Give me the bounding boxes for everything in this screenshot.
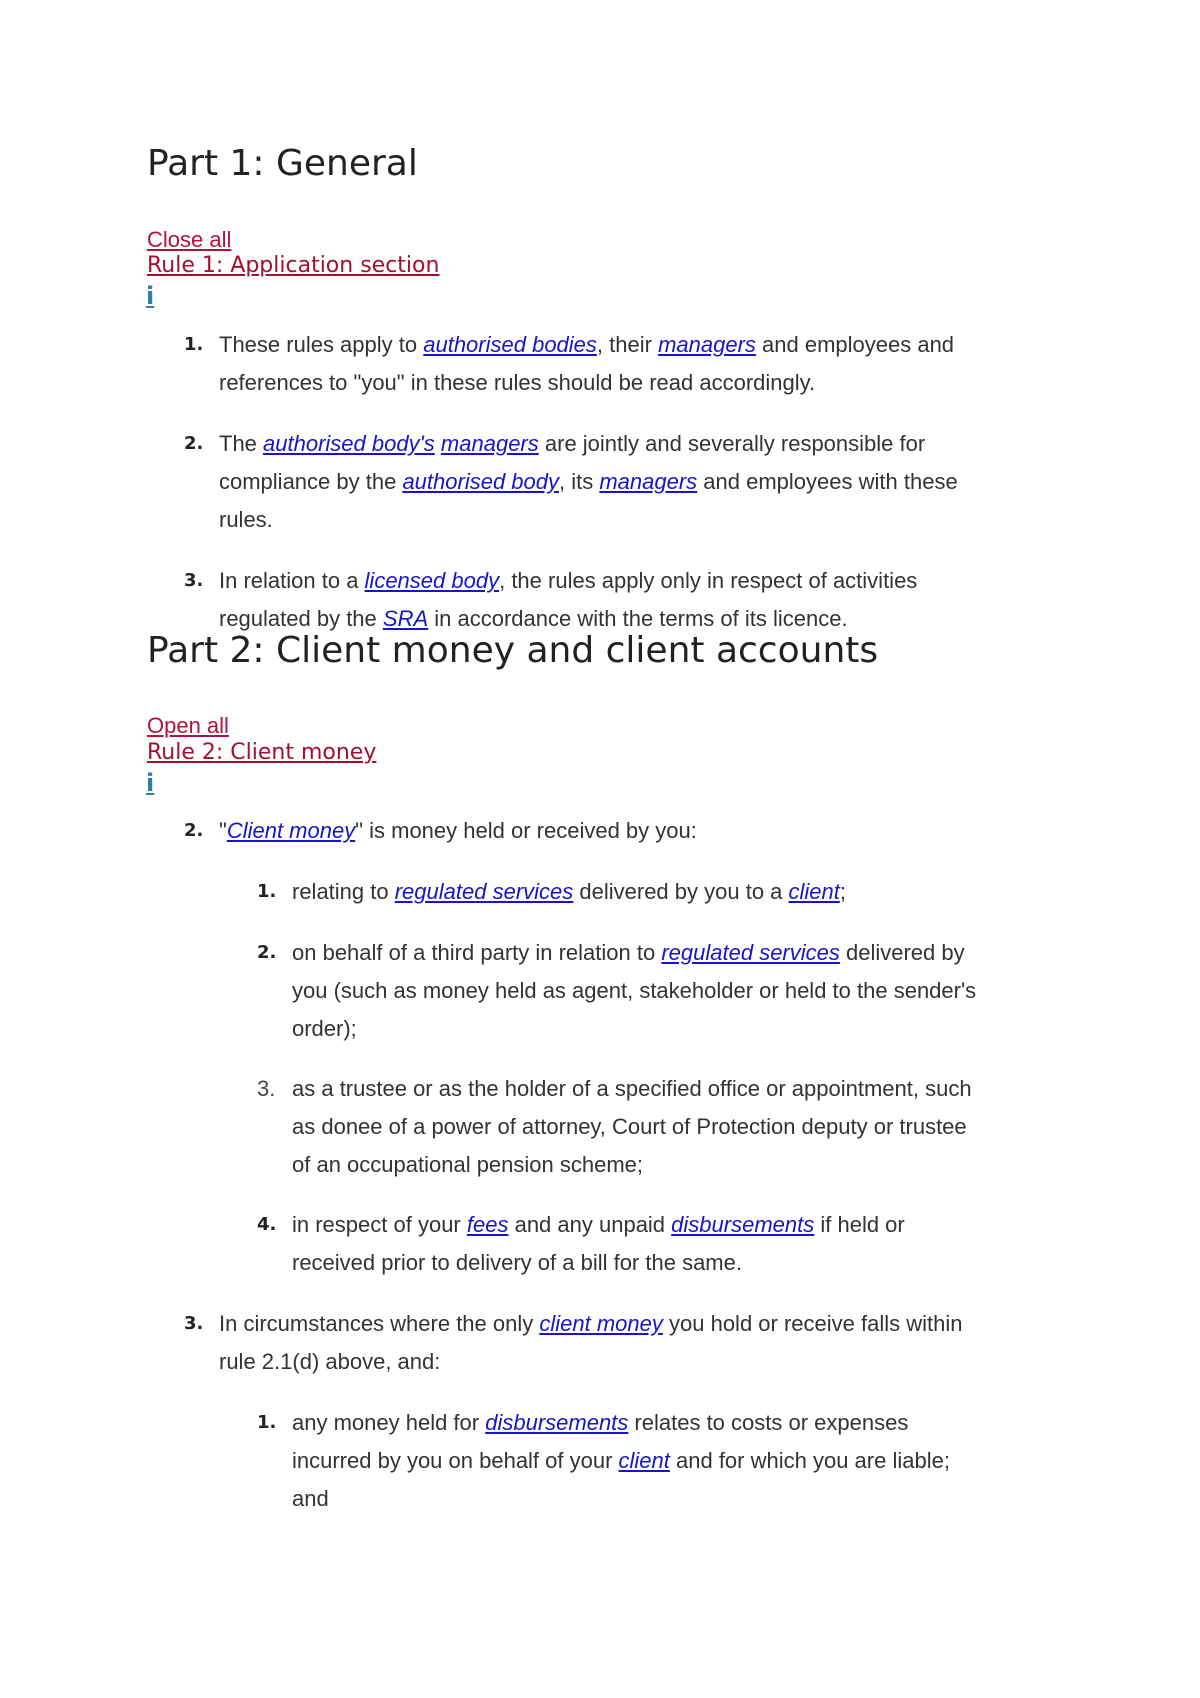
list-item-number: 4. bbox=[257, 1214, 277, 1235]
text-segment: in accordance with the terms of its licence. bbox=[428, 606, 848, 631]
text-segment: , its bbox=[559, 469, 600, 494]
text-segment: and bbox=[292, 1486, 329, 1511]
text-segment: as donee of a power of attorney, Court of Protection deputy or trustee bbox=[292, 1114, 967, 1139]
rule-2-heading[interactable]: Rule 2: Client money bbox=[147, 740, 377, 765]
text-segment: , the rules apply only in respect of activities bbox=[499, 568, 918, 593]
text-segment: in respect of your bbox=[292, 1212, 467, 1237]
text-line bbox=[219, 364, 954, 402]
list-item bbox=[257, 1070, 972, 1184]
list-item-number: 2. bbox=[184, 820, 204, 841]
text-segment: , their bbox=[596, 332, 659, 357]
text-segment: as a trustee or as the holder of a specified office or appointment, such bbox=[292, 1076, 972, 1101]
list-item bbox=[184, 1305, 963, 1381]
text-line bbox=[292, 1010, 976, 1048]
list-item-number: 3. bbox=[184, 1313, 204, 1334]
glossary-term-link[interactable]: authorised body bbox=[402, 469, 559, 494]
text-line bbox=[292, 1108, 972, 1146]
list-item bbox=[184, 326, 955, 402]
text-line bbox=[219, 326, 954, 364]
text-segment: rule 2.1(d) above, and: bbox=[219, 1349, 441, 1374]
text-segment: rules. bbox=[219, 507, 273, 532]
text-segment: relating to bbox=[292, 879, 395, 904]
list-item bbox=[257, 873, 847, 911]
open-all-link[interactable]: Open all bbox=[147, 713, 229, 738]
list-item bbox=[184, 812, 697, 850]
text-segment: relates to costs or expenses bbox=[628, 1410, 909, 1435]
text-line bbox=[219, 425, 958, 463]
list-item-number: 2. bbox=[257, 942, 277, 963]
text-segment: and for which you are liable; bbox=[669, 1448, 950, 1473]
text-line bbox=[219, 562, 917, 600]
list-item-number: 1. bbox=[257, 1412, 277, 1433]
list-item-number: 1. bbox=[257, 881, 277, 902]
text-segment: order); bbox=[292, 1016, 357, 1041]
text-line bbox=[292, 1206, 905, 1244]
text-segment: ; bbox=[839, 879, 847, 904]
glossary-term-link[interactable]: client bbox=[618, 1448, 670, 1473]
glossary-term-link[interactable]: managers bbox=[599, 469, 698, 494]
text-segment: and any unpaid bbox=[508, 1212, 672, 1237]
glossary-term-link[interactable]: Client money bbox=[226, 818, 356, 843]
text-segment: and employees and bbox=[755, 332, 955, 357]
glossary-term-link[interactable]: managers bbox=[440, 431, 539, 456]
text-segment: regulated by the bbox=[219, 606, 383, 631]
glossary-term-link[interactable]: client money bbox=[539, 1311, 663, 1336]
text-line bbox=[292, 934, 976, 972]
part-1-title: Part 1: General bbox=[147, 143, 418, 184]
text-segment: These rules apply to bbox=[219, 332, 424, 357]
text-segment: received prior to delivery of a bill for the same. bbox=[292, 1250, 742, 1275]
text-segment: " bbox=[219, 818, 227, 843]
text-segment: of an occupational pension scheme; bbox=[292, 1152, 644, 1177]
text-line bbox=[219, 812, 697, 850]
glossary-term-link[interactable]: disbursements bbox=[485, 1410, 629, 1435]
glossary-term-link[interactable]: fees bbox=[466, 1212, 509, 1237]
text-line bbox=[292, 1480, 950, 1518]
text-segment: incurred by you on behalf of your bbox=[292, 1448, 619, 1473]
glossary-term-link[interactable]: SRA bbox=[382, 606, 429, 631]
list-item bbox=[257, 934, 977, 1048]
text-line bbox=[219, 501, 958, 539]
text-segment: you (such as money held as agent, stakeholder or held to the sender's bbox=[292, 978, 977, 1003]
text-line bbox=[219, 463, 958, 501]
text-segment: In relation to a bbox=[219, 568, 365, 593]
text-line bbox=[292, 873, 846, 911]
info-icon[interactable]: i bbox=[146, 282, 155, 310]
text-line bbox=[292, 972, 976, 1010]
glossary-term-link[interactable]: managers bbox=[658, 332, 756, 357]
text-segment: references to "you" in these rules should be read accordingly. bbox=[219, 370, 816, 395]
text-line bbox=[292, 1244, 905, 1282]
list-item bbox=[184, 425, 958, 539]
text-segment: you hold or receive falls within bbox=[662, 1311, 963, 1336]
part-2-title: Part 2: Client money and client accounts bbox=[147, 630, 879, 671]
list-item bbox=[257, 1404, 950, 1518]
text-segment: delivered by bbox=[839, 940, 965, 965]
text-segment: The bbox=[219, 431, 264, 456]
list-item-number: 3. bbox=[257, 1076, 276, 1101]
glossary-term-link[interactable]: licensed body bbox=[364, 568, 500, 593]
list-item-number: 3. bbox=[184, 570, 204, 591]
glossary-term-link[interactable]: regulated services bbox=[394, 879, 574, 904]
text-line bbox=[292, 1146, 972, 1184]
glossary-term-link[interactable]: authorised bodies bbox=[423, 332, 597, 357]
text-segment: and employees with these bbox=[697, 469, 958, 494]
text-line bbox=[219, 1305, 962, 1343]
text-line bbox=[219, 1343, 962, 1381]
list-item bbox=[184, 562, 918, 638]
list-item bbox=[257, 1206, 905, 1282]
text-segment: are jointly and severally responsible for bbox=[538, 431, 926, 456]
list-item-number: 1. bbox=[184, 334, 204, 355]
info-icon[interactable]: i bbox=[146, 769, 155, 797]
rule-1-heading[interactable]: Rule 1: Application section bbox=[147, 253, 440, 278]
glossary-term-link[interactable]: regulated services bbox=[661, 940, 840, 965]
text-line bbox=[292, 1404, 950, 1442]
list-item-number: 2. bbox=[184, 433, 204, 454]
text-segment: compliance by the bbox=[219, 469, 403, 494]
text-segment: any money held for bbox=[292, 1410, 486, 1435]
text-line bbox=[292, 1442, 950, 1480]
text-segment: on behalf of a third party in relation to bbox=[292, 940, 662, 965]
text-line bbox=[292, 1070, 972, 1108]
glossary-term-link[interactable]: client bbox=[788, 879, 840, 904]
text-segment: delivered by you to a bbox=[573, 879, 789, 904]
close-all-link[interactable]: Close all bbox=[147, 227, 232, 252]
text-segment: if held or bbox=[814, 1212, 905, 1237]
glossary-term-link[interactable]: authorised body's bbox=[263, 431, 435, 456]
text-segment: In circumstances where the only bbox=[219, 1311, 540, 1336]
glossary-term-link[interactable]: disbursements bbox=[671, 1212, 815, 1237]
text-segment: " is money held or received by you: bbox=[355, 818, 697, 843]
